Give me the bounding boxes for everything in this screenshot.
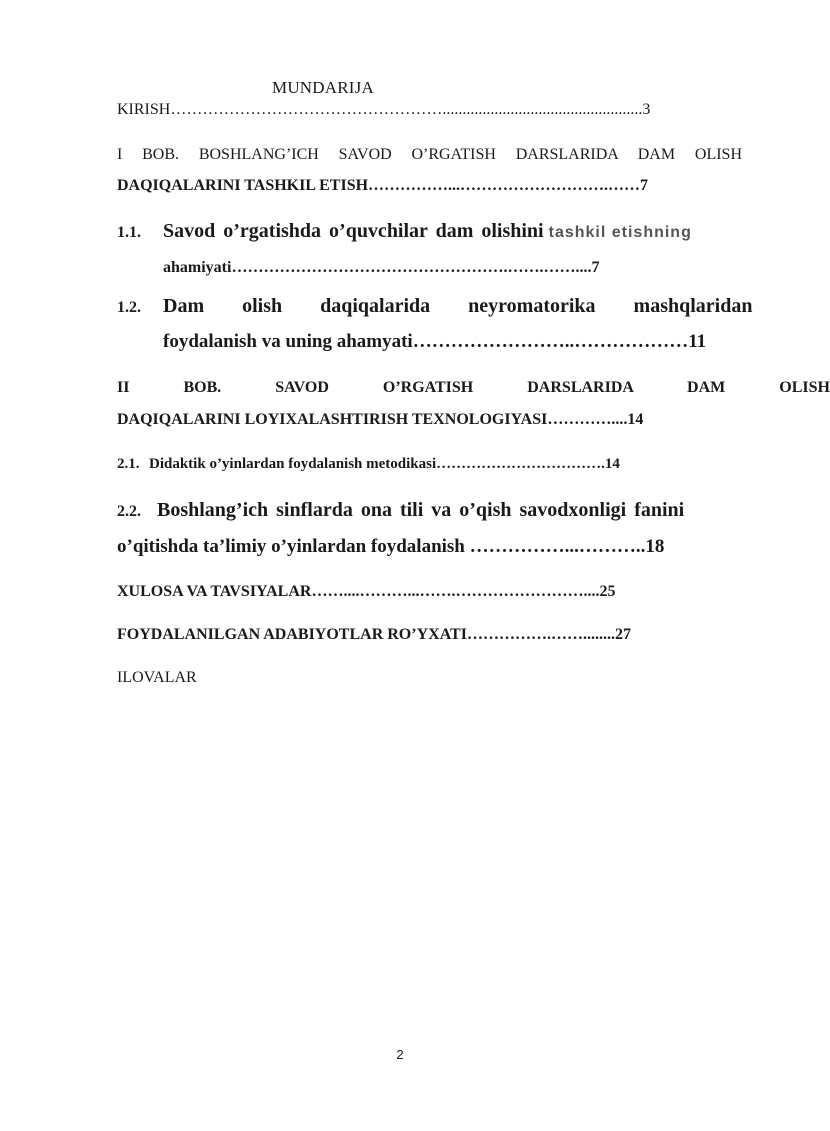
toc-entry-number: 1.1. bbox=[117, 224, 141, 241]
toc-entry-text: Boshlang’ich sinflarda ona tili va o’qish savodxonligi fanini bbox=[157, 499, 685, 521]
toc-entry-text: Dam olish daqiqalarida neyromatorika mashqlaridan bbox=[163, 295, 753, 317]
toc-entry-conclusion[interactable] bbox=[117, 583, 742, 601]
toc-entry-text: I BOB. BOSHLANG’ICH SAVOD O’RGATISH DARSLARIDA DAM OLISH bbox=[117, 146, 742, 163]
toc-entry-section-2-2-line-2[interactable] bbox=[117, 536, 742, 558]
toc-entry-number: 2.2. bbox=[117, 503, 141, 520]
toc-entry-text: ahamiyati…………………………………………….…….……....7 bbox=[163, 259, 600, 276]
toc-entry-section-1-2-line-2[interactable] bbox=[163, 331, 742, 353]
toc-entry-text: XULOSA VA TAVSIYALAR……....………...…….……………………....25 bbox=[117, 583, 616, 600]
toc-entry-text: II BOB. SAVOD O’RGATISH DARSLARIDA DAM OLISH bbox=[117, 379, 830, 396]
toc-entry-text: DAQIQALARINI TASHKIL ETISH……………...……………………….……7 bbox=[117, 177, 649, 194]
toc-entry-text: Savod o’rgatishda o’quvchilar dam olishini bbox=[163, 220, 544, 242]
toc-entry-text: ILOVALAR bbox=[117, 669, 197, 686]
toc-entry-text: foydalanish va uning ahamyati……………………..………………11 bbox=[163, 331, 707, 352]
toc-entry-number: 2.1. bbox=[117, 456, 140, 472]
toc-entry-text: Didaktik o’yinlardan foydalanish metodikasi…………………………….14 bbox=[149, 456, 620, 472]
toc-entry-text: DAQIQALARINI LOYIXALASHTIRISH TEXNOLOGIYASI…………....14 bbox=[117, 411, 644, 428]
page-number: 2 bbox=[396, 1047, 404, 1062]
page-title: MUNDARIJA bbox=[272, 78, 374, 97]
toc-entry-text: KIRISH……………………………………………..................................................3 bbox=[117, 101, 651, 118]
toc-entry-chapter-2-line-1[interactable] bbox=[117, 379, 830, 397]
toc-entry-text: tashkil etishning bbox=[548, 224, 692, 241]
toc-entry-chapter-1-line-1[interactable] bbox=[117, 146, 742, 164]
toc-entry-section-2-1[interactable] bbox=[117, 456, 742, 473]
toc-entry-kirish[interactable] bbox=[117, 101, 742, 119]
toc-entry-chapter-1-line-2[interactable] bbox=[117, 177, 742, 195]
toc-entry-references[interactable] bbox=[117, 626, 742, 644]
toc-entry-chapter-2-line-2[interactable] bbox=[117, 411, 742, 429]
toc-entry-appendices[interactable] bbox=[117, 669, 742, 687]
toc-entry-section-2-2-line-1[interactable] bbox=[117, 499, 742, 522]
toc-entry-text: o’qitishda ta’limiy o’yinlardan foydalanish ……………...………..18 bbox=[117, 536, 665, 557]
toc-entry-section-1-1-line-1[interactable] bbox=[117, 220, 742, 243]
toc-entry-text: FOYDALANILGAN ADABIYOTLAR RO’YXATI…………….……........27 bbox=[117, 626, 631, 643]
toc-entry-section-1-2-line-1[interactable] bbox=[117, 295, 753, 318]
toc-entry-number: 1.2. bbox=[117, 299, 141, 316]
toc-entry-section-1-1-line-2[interactable] bbox=[163, 259, 742, 277]
